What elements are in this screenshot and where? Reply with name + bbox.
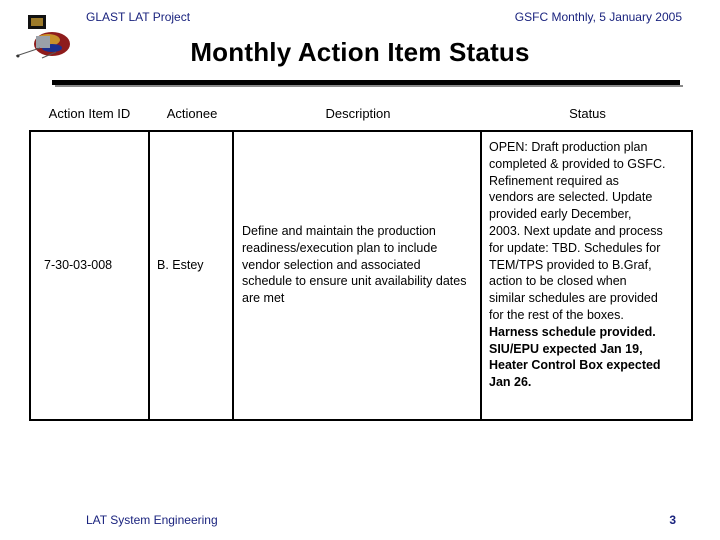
status-line: OPEN: Draft production plan (489, 140, 648, 154)
status-line: 2003. Next update and process (489, 223, 663, 238)
status-bold-line: SIU/EPU expected Jan 19, (489, 341, 643, 356)
status-bold-line: Jan 26. (489, 375, 532, 390)
status-line: provided early December, (489, 207, 632, 222)
status-line: for update: TBD. Schedules for (489, 240, 661, 255)
status-line: similar schedules are provided (489, 291, 658, 306)
status-line: vendors are selected. Update (489, 190, 653, 205)
actionee-name: B. Estey (157, 258, 204, 272)
column-divider (480, 130, 482, 421)
column-divider (148, 130, 150, 421)
column-header-id: Action Item ID (48, 106, 131, 121)
page-title: Monthly Action Item Status (190, 37, 530, 67)
status-text (489, 139, 693, 391)
status-line: completed & provided to GSFC. (489, 156, 666, 171)
column-header-description: Description (325, 106, 391, 121)
column-header-actionee: Actionee (166, 106, 218, 121)
page-number: 3 (669, 513, 676, 527)
column-header-status: Status (569, 106, 606, 121)
status-line: for the rest of the boxes. (489, 307, 624, 322)
action-description: Define and maintain the production readiness/execution plan to include vendor selection and associated schedule to ensure unit availability dates are met (242, 224, 467, 306)
title-underline-shadow (55, 85, 683, 87)
column-divider (232, 130, 234, 421)
status-line: action to be closed when (489, 274, 627, 289)
meeting-date: GSFC Monthly, 5 January 2005 (514, 10, 682, 24)
project-name: GLAST LAT Project (86, 10, 191, 24)
status-bold-line: Heater Control Box expected (489, 358, 661, 373)
status-bold-line: Harness schedule provided. (489, 324, 656, 339)
status-line: TEM/TPS provided to B.Graf, (489, 257, 652, 272)
action-item-id: 7-30-03-008 (44, 258, 113, 272)
footer-org: LAT System Engineering (86, 513, 218, 527)
status-line: Refinement required as (489, 173, 619, 188)
